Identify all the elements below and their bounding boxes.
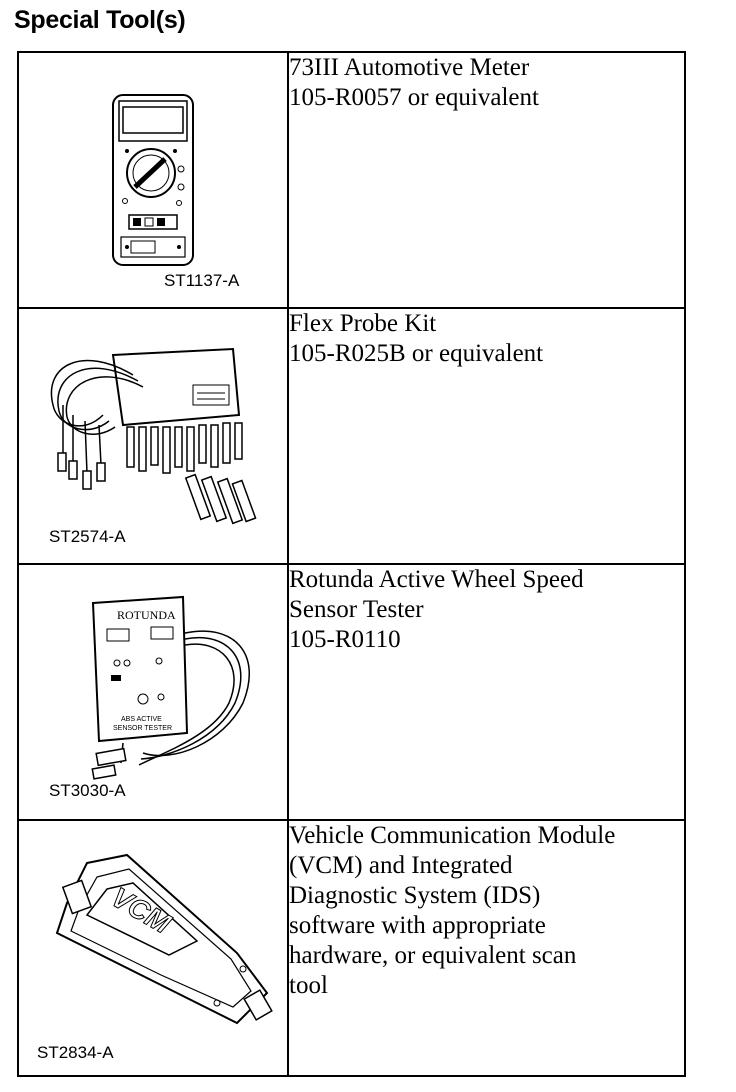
tool-name: Diagnostic System (IDS) [289,882,541,909]
flex-probe-kit-icon [43,345,263,535]
tool-description-cell [288,308,685,564]
tool-name: Flex Probe Kit [289,310,437,337]
tool-name: tool [289,972,328,999]
wheel-speed-sensor-tester-icon [63,593,273,793]
tool-description-cell [288,564,685,820]
table-row [18,564,685,820]
tool-name: Rotunda Active Wheel Speed [289,566,584,593]
table-row [18,820,685,1076]
tool-part-number: 105-R0110 [289,626,401,653]
table-row [18,52,685,308]
vcm-module-icon [37,843,277,1033]
device-label-text: VCM [106,881,176,940]
tool-description-cell [288,820,685,1076]
tool-image-cell [18,820,288,1076]
tool-image-cell [18,308,288,564]
tool-part-number: 105-R025B or equivalent [289,340,544,367]
tool-name: Vehicle Communication Module [289,822,616,849]
figure-id: ST1137-A [164,271,240,290]
tool-image-cell [18,52,288,308]
tool-description-cell [288,52,685,308]
figure-id: ST3030-A [49,781,126,800]
device-label-text: SENSOR TESTER [113,725,172,732]
tool-image-cell [18,564,288,820]
figure-id: ST2574-A [49,527,126,546]
tool-name: 73III Automotive Meter [289,54,530,81]
device-label-text: ABS ACTIVE [121,716,162,723]
tool-name: hardware, or equivalent scan [289,942,577,969]
tool-part-number: 105-R0057 or equivalent [289,84,539,111]
device-brand-text: ROTUNDA [117,608,176,622]
tool-name: (VCM) and Integrated [289,852,513,879]
tool-name: Sensor Tester [289,596,424,623]
tool-name: software with appropriate [289,912,546,939]
page-heading: Special Tool(s) [14,6,186,34]
multimeter-icon [105,91,205,271]
special-tools-table [17,51,686,1077]
table-row [18,308,685,564]
figure-id: ST2834-A [37,1043,114,1062]
